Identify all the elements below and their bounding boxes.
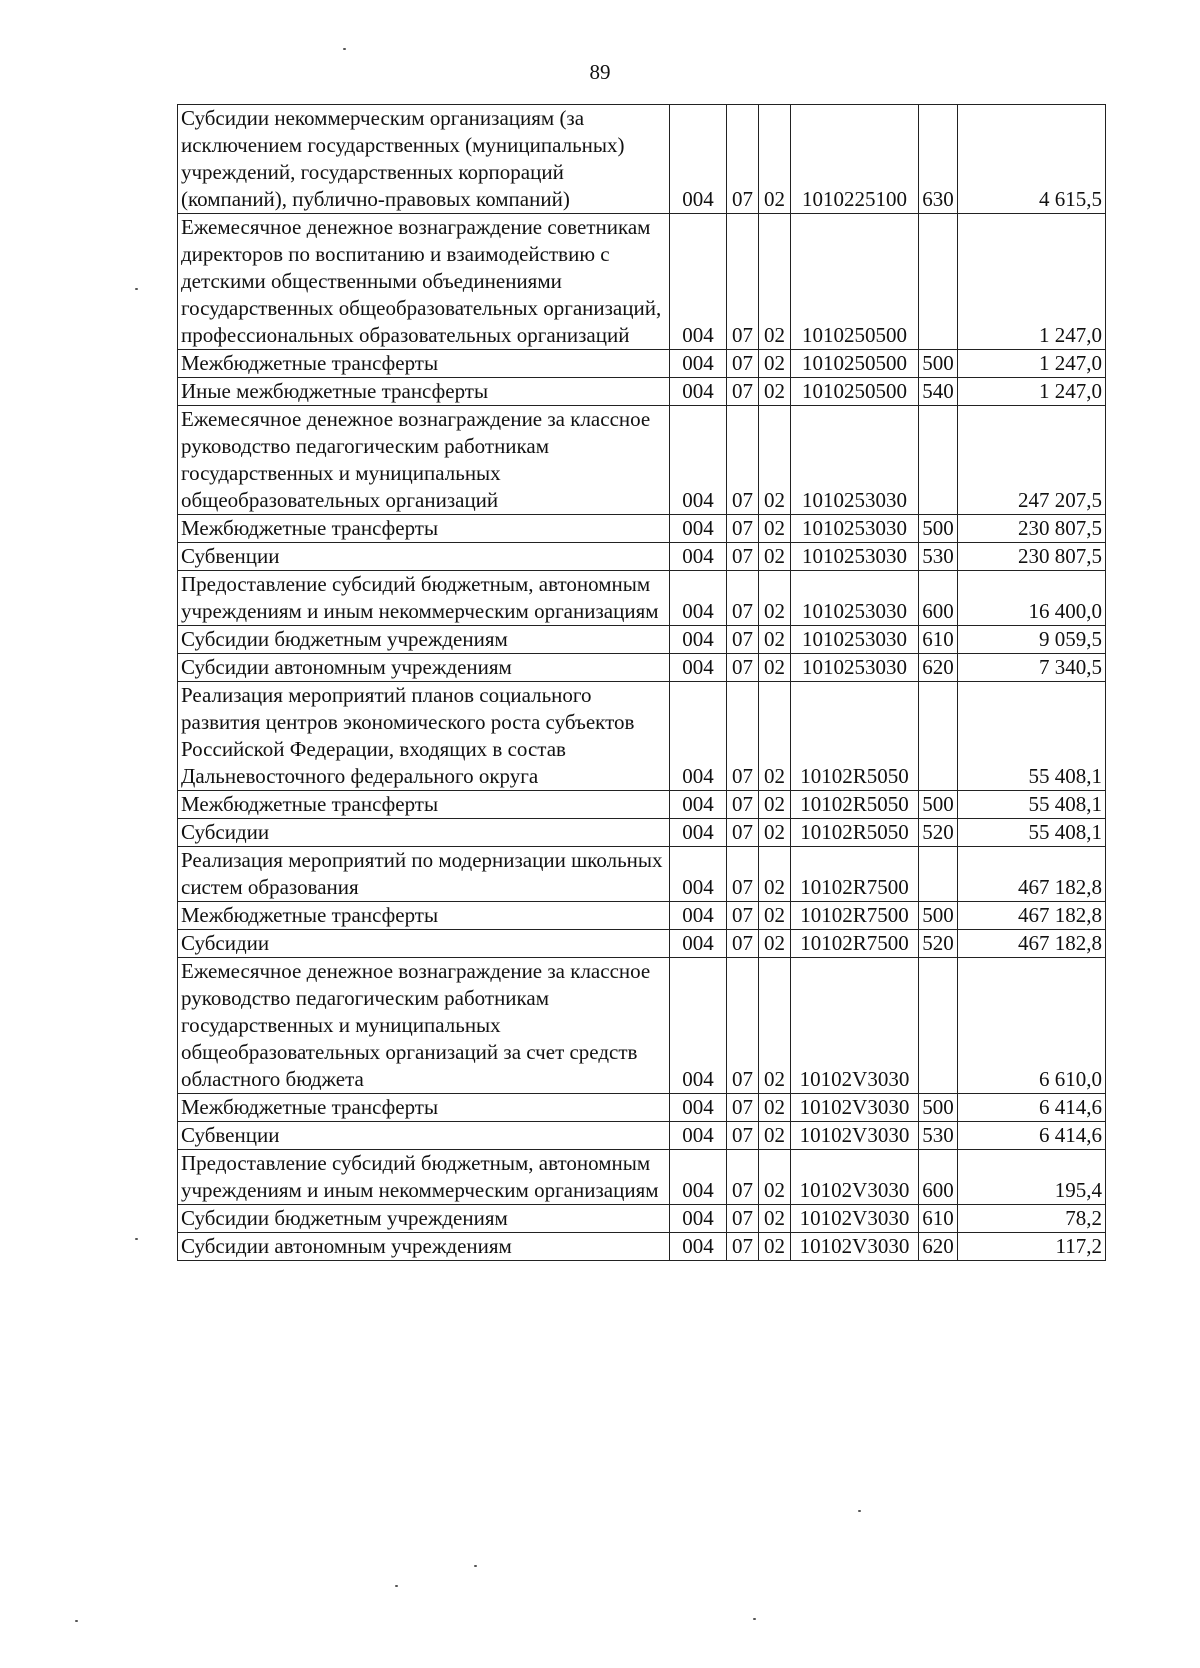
subsection-code-cell: 02 (759, 406, 791, 515)
table-row (178, 902, 1106, 930)
table-row (178, 654, 1106, 682)
expense-type-cell: 610 (919, 626, 958, 654)
target-article-cell: 10102V3030 (791, 1205, 919, 1233)
expense-type-cell (919, 847, 958, 902)
target-article-cell: 10102R7500 (791, 930, 919, 958)
subsection-code-cell: 02 (759, 543, 791, 571)
amount-cell: 78,2 (958, 1205, 1106, 1233)
table-row (178, 543, 1106, 571)
target-article-cell: 1010253030 (791, 515, 919, 543)
table-row (178, 1122, 1106, 1150)
target-article-cell: 10102R5050 (791, 791, 919, 819)
scan-speck (343, 48, 346, 50)
subsection-code-cell: 02 (759, 1205, 791, 1233)
expense-type-cell: 520 (919, 819, 958, 847)
expense-type-cell (919, 682, 958, 791)
subsection-code-cell: 02 (759, 847, 791, 902)
subsection-code-cell: 02 (759, 682, 791, 791)
description-cell: Субвенции (178, 543, 670, 571)
description-cell: Ежемесячное денежное вознаграждение за классное руководство педагогическим работникам государственных и муниципальных общеобразовательных организаций (178, 406, 670, 515)
subsection-code-cell: 02 (759, 515, 791, 543)
expense-type-cell: 540 (919, 378, 958, 406)
description-cell: Межбюджетные трансферты (178, 515, 670, 543)
amount-cell: 247 207,5 (958, 406, 1106, 515)
budget-table-body (178, 105, 1106, 1261)
target-article-cell: 10102R7500 (791, 902, 919, 930)
department-code-cell: 004 (670, 654, 727, 682)
amount-cell: 1 247,0 (958, 214, 1106, 350)
amount-cell: 467 182,8 (958, 930, 1106, 958)
subsection-code-cell: 02 (759, 626, 791, 654)
expense-type-cell (919, 214, 958, 350)
table-row (178, 571, 1106, 626)
expense-type-cell: 500 (919, 515, 958, 543)
amount-cell: 195,4 (958, 1150, 1106, 1205)
target-article-cell: 1010253030 (791, 543, 919, 571)
amount-cell: 7 340,5 (958, 654, 1106, 682)
description-cell: Реализация мероприятий планов социального развития центров экономического роста субъектов Российской Федерации, входящих в состав Дальневосточного федерального округа (178, 682, 670, 791)
table-row (178, 1233, 1106, 1261)
description-cell: Предоставление субсидий бюджетным, автономным учреждениям и иным некоммерческим организациям (178, 1150, 670, 1205)
department-code-cell: 004 (670, 847, 727, 902)
target-article-cell: 1010225100 (791, 105, 919, 214)
expense-type-cell: 500 (919, 902, 958, 930)
description-cell: Субсидии бюджетным учреждениям (178, 626, 670, 654)
table-row (178, 819, 1106, 847)
subsection-code-cell: 02 (759, 571, 791, 626)
description-cell: Субсидии автономным учреждениям (178, 1233, 670, 1261)
expense-type-cell: 530 (919, 1122, 958, 1150)
expense-type-cell (919, 958, 958, 1094)
amount-cell: 467 182,8 (958, 847, 1106, 902)
subsection-code-cell: 02 (759, 214, 791, 350)
target-article-cell: 10102V3030 (791, 1233, 919, 1261)
expense-type-cell: 600 (919, 571, 958, 626)
expense-type-cell: 530 (919, 543, 958, 571)
department-code-cell: 004 (670, 1150, 727, 1205)
section-code-cell: 07 (727, 1205, 759, 1233)
department-code-cell: 004 (670, 958, 727, 1094)
expense-type-cell: 600 (919, 1150, 958, 1205)
section-code-cell: 07 (727, 654, 759, 682)
section-code-cell: 07 (727, 958, 759, 1094)
section-code-cell: 07 (727, 1150, 759, 1205)
subsection-code-cell: 02 (759, 1122, 791, 1150)
description-cell: Субсидии некоммерческим организациям (за исключением государственных (муниципальных) учреждений, государственных корпораций (компаний), публично-правовых компаний) (178, 105, 670, 214)
scan-speck (75, 1620, 78, 1622)
section-code-cell: 07 (727, 543, 759, 571)
amount-cell: 16 400,0 (958, 571, 1106, 626)
target-article-cell: 1010253030 (791, 654, 919, 682)
section-code-cell: 07 (727, 682, 759, 791)
target-article-cell: 10102V3030 (791, 1122, 919, 1150)
table-row (178, 626, 1106, 654)
section-code-cell: 07 (727, 626, 759, 654)
table-row (178, 214, 1106, 350)
department-code-cell: 004 (670, 515, 727, 543)
department-code-cell: 004 (670, 543, 727, 571)
subsection-code-cell: 02 (759, 1150, 791, 1205)
description-cell: Реализация мероприятий по модернизации школьных систем образования (178, 847, 670, 902)
amount-cell: 55 408,1 (958, 819, 1106, 847)
amount-cell: 230 807,5 (958, 543, 1106, 571)
table-row (178, 847, 1106, 902)
target-article-cell: 1010253030 (791, 406, 919, 515)
table-row (178, 406, 1106, 515)
department-code-cell: 004 (670, 571, 727, 626)
expense-type-cell: 630 (919, 105, 958, 214)
section-code-cell: 07 (727, 515, 759, 543)
amount-cell: 117,2 (958, 1233, 1106, 1261)
target-article-cell: 1010250500 (791, 378, 919, 406)
target-article-cell: 10102R5050 (791, 819, 919, 847)
department-code-cell: 004 (670, 214, 727, 350)
department-code-cell: 004 (670, 378, 727, 406)
subsection-code-cell: 02 (759, 654, 791, 682)
department-code-cell: 004 (670, 819, 727, 847)
table-row (178, 105, 1106, 214)
amount-cell: 4 615,5 (958, 105, 1106, 214)
amount-cell: 55 408,1 (958, 791, 1106, 819)
table-row (178, 1094, 1106, 1122)
target-article-cell: 1010250500 (791, 214, 919, 350)
section-code-cell: 07 (727, 214, 759, 350)
target-article-cell: 10102V3030 (791, 1150, 919, 1205)
section-code-cell: 07 (727, 571, 759, 626)
department-code-cell: 004 (670, 682, 727, 791)
amount-cell: 6 414,6 (958, 1094, 1106, 1122)
description-cell: Ежемесячное денежное вознаграждение советникам директоров по воспитанию и взаимодействию с детскими общественными объединениями государственных общеобразовательных организаций, профессиональных образовательных организаций (178, 214, 670, 350)
subsection-code-cell: 02 (759, 930, 791, 958)
expense-type-cell: 500 (919, 1094, 958, 1122)
amount-cell: 9 059,5 (958, 626, 1106, 654)
subsection-code-cell: 02 (759, 1233, 791, 1261)
amount-cell: 6 610,0 (958, 958, 1106, 1094)
subsection-code-cell: 02 (759, 902, 791, 930)
description-cell: Субсидии автономным учреждениям (178, 654, 670, 682)
section-code-cell: 07 (727, 105, 759, 214)
department-code-cell: 004 (670, 1094, 727, 1122)
target-article-cell: 1010253030 (791, 626, 919, 654)
expense-type-cell: 500 (919, 350, 958, 378)
table-row (178, 515, 1106, 543)
scan-speck (135, 288, 138, 290)
expense-type-cell: 520 (919, 930, 958, 958)
department-code-cell: 004 (670, 902, 727, 930)
description-cell: Межбюджетные трансферты (178, 1094, 670, 1122)
table-row (178, 1205, 1106, 1233)
scan-speck (135, 1238, 138, 1240)
subsection-code-cell: 02 (759, 105, 791, 214)
table-row (178, 791, 1106, 819)
section-code-cell: 07 (727, 1094, 759, 1122)
table-row (178, 958, 1106, 1094)
expense-type-cell (919, 406, 958, 515)
department-code-cell: 004 (670, 791, 727, 819)
subsection-code-cell: 02 (759, 958, 791, 1094)
subsection-code-cell: 02 (759, 350, 791, 378)
table-row (178, 378, 1106, 406)
description-cell: Межбюджетные трансферты (178, 902, 670, 930)
section-code-cell: 07 (727, 350, 759, 378)
department-code-cell: 004 (670, 350, 727, 378)
amount-cell: 230 807,5 (958, 515, 1106, 543)
subsection-code-cell: 02 (759, 1094, 791, 1122)
section-code-cell: 07 (727, 378, 759, 406)
department-code-cell: 004 (670, 406, 727, 515)
department-code-cell: 004 (670, 1233, 727, 1261)
department-code-cell: 004 (670, 105, 727, 214)
page-number: 89 (589, 60, 611, 84)
amount-cell: 6 414,6 (958, 1122, 1106, 1150)
scan-speck (858, 1510, 861, 1512)
scan-speck (753, 1618, 756, 1620)
expense-type-cell: 620 (919, 654, 958, 682)
amount-cell: 55 408,1 (958, 682, 1106, 791)
scan-speck (474, 1565, 477, 1567)
target-article-cell: 10102R5050 (791, 682, 919, 791)
table-row (178, 682, 1106, 791)
target-article-cell: 10102V3030 (791, 1094, 919, 1122)
description-cell: Субсидии (178, 930, 670, 958)
scan-speck (395, 1585, 398, 1587)
amount-cell: 1 247,0 (958, 378, 1106, 406)
target-article-cell: 10102R7500 (791, 847, 919, 902)
table-row (178, 350, 1106, 378)
department-code-cell: 004 (670, 1205, 727, 1233)
subsection-code-cell: 02 (759, 791, 791, 819)
description-cell: Субсидии бюджетным учреждениям (178, 1205, 670, 1233)
department-code-cell: 004 (670, 930, 727, 958)
table-row (178, 1150, 1106, 1205)
expense-type-cell: 500 (919, 791, 958, 819)
description-cell: Ежемесячное денежное вознаграждение за классное руководство педагогическим работникам государственных и муниципальных общеобразовательных организаций за счет средств областного бюджета (178, 958, 670, 1094)
section-code-cell: 07 (727, 847, 759, 902)
description-cell: Субсидии (178, 819, 670, 847)
description-cell: Межбюджетные трансферты (178, 791, 670, 819)
expense-type-cell: 610 (919, 1205, 958, 1233)
subsection-code-cell: 02 (759, 378, 791, 406)
budget-table (177, 104, 1106, 1261)
section-code-cell: 07 (727, 819, 759, 847)
description-cell: Межбюджетные трансферты (178, 350, 670, 378)
description-cell: Иные межбюджетные трансферты (178, 378, 670, 406)
expense-type-cell: 620 (919, 1233, 958, 1261)
section-code-cell: 07 (727, 902, 759, 930)
section-code-cell: 07 (727, 406, 759, 515)
amount-cell: 467 182,8 (958, 902, 1106, 930)
amount-cell: 1 247,0 (958, 350, 1106, 378)
table-row (178, 930, 1106, 958)
section-code-cell: 07 (727, 791, 759, 819)
section-code-cell: 07 (727, 930, 759, 958)
target-article-cell: 10102V3030 (791, 958, 919, 1094)
description-cell: Предоставление субсидий бюджетным, автономным учреждениям и иным некоммерческим организациям (178, 571, 670, 626)
description-cell: Субвенции (178, 1122, 670, 1150)
department-code-cell: 004 (670, 1122, 727, 1150)
section-code-cell: 07 (727, 1122, 759, 1150)
department-code-cell: 004 (670, 626, 727, 654)
subsection-code-cell: 02 (759, 819, 791, 847)
section-code-cell: 07 (727, 1233, 759, 1261)
target-article-cell: 1010253030 (791, 571, 919, 626)
target-article-cell: 1010250500 (791, 350, 919, 378)
